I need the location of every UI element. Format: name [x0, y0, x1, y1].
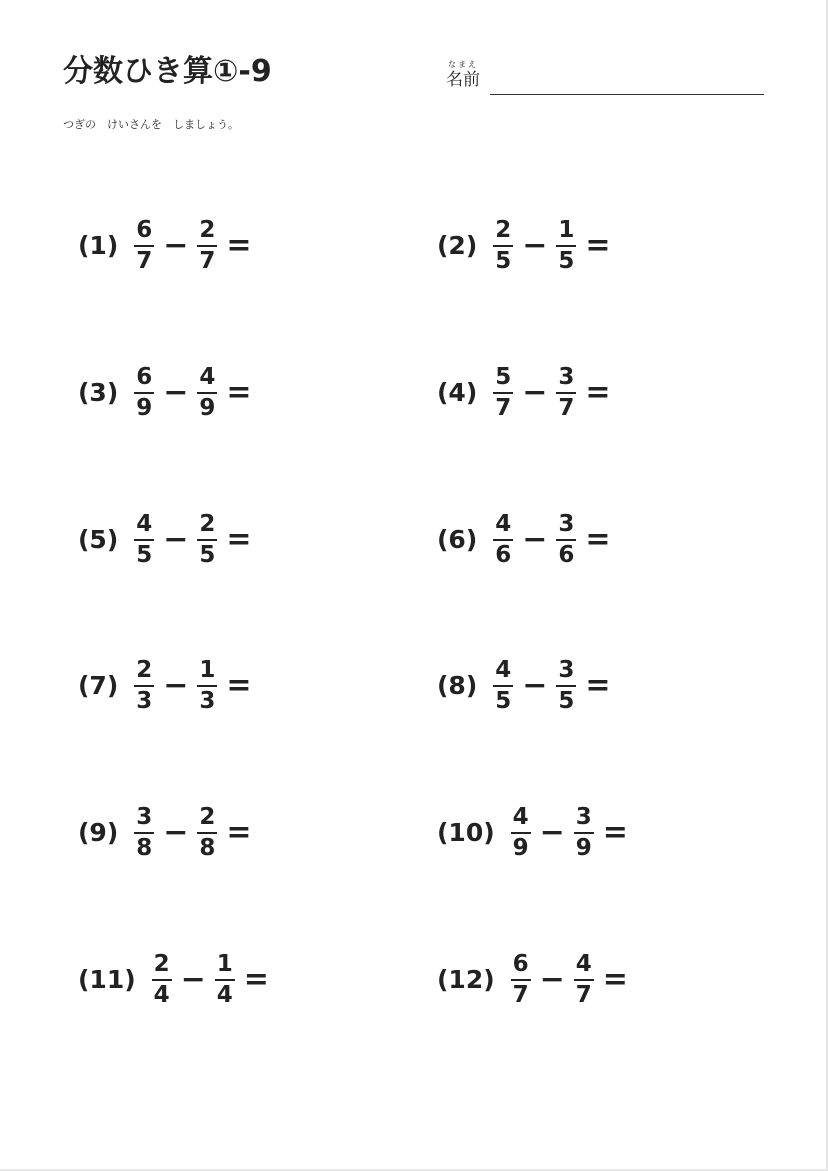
fraction-subtrahend — [556, 511, 576, 568]
fraction-subtrahend — [556, 657, 576, 714]
problem-number: (10) — [437, 817, 495, 847]
fraction-bar — [197, 392, 217, 394]
denominator: 7 — [136, 247, 153, 274]
fraction-bar — [134, 245, 154, 247]
problem-number: (11) — [78, 964, 136, 994]
numerator: 2 — [199, 510, 216, 537]
fraction-bar — [511, 979, 531, 981]
numerator: 2 — [153, 950, 170, 977]
problem-3 — [78, 362, 252, 422]
denominator: 7 — [558, 394, 575, 421]
equals-sign: = — [226, 667, 252, 703]
numerator: 1 — [199, 656, 216, 683]
denominator: 8 — [199, 834, 216, 861]
fraction-bar — [134, 392, 154, 394]
denominator: 5 — [558, 687, 575, 714]
denominator: 3 — [199, 687, 216, 714]
name-field — [444, 60, 764, 100]
equals-sign: = — [585, 374, 611, 410]
fraction-bar — [493, 685, 513, 687]
numerator: 5 — [495, 363, 512, 390]
numerator: 3 — [575, 803, 592, 830]
fraction-bar — [493, 539, 513, 541]
problem-7 — [78, 655, 252, 715]
fraction-minuend — [134, 364, 154, 421]
fraction-bar — [556, 539, 576, 541]
problem-number: (2) — [437, 230, 478, 260]
problem-number: (9) — [78, 817, 119, 847]
minus-sign: − — [163, 227, 189, 263]
problem-number: (12) — [437, 964, 495, 994]
denominator: 5 — [558, 247, 575, 274]
problem-5 — [78, 509, 252, 569]
problem-10 — [437, 802, 628, 862]
fraction-subtrahend — [556, 364, 576, 421]
equals-sign: = — [226, 521, 252, 557]
minus-sign: − — [522, 374, 548, 410]
minus-sign: − — [522, 227, 548, 263]
problem-1 — [78, 215, 252, 275]
fraction-subtrahend — [197, 364, 217, 421]
numerator: 3 — [558, 510, 575, 537]
numerator: 4 — [512, 803, 529, 830]
fraction-bar — [197, 539, 217, 541]
equals-sign: = — [602, 961, 628, 997]
denominator: 9 — [575, 834, 592, 861]
equals-sign: = — [585, 667, 611, 703]
denominator: 7 — [575, 981, 592, 1008]
minus-sign: − — [522, 521, 548, 557]
minus-sign: − — [163, 814, 189, 850]
worksheet-title: 分数ひき算①-9 — [63, 54, 272, 89]
fraction-subtrahend — [556, 217, 576, 274]
numerator: 3 — [558, 656, 575, 683]
problem-number: (8) — [437, 670, 478, 700]
problem-12 — [437, 949, 628, 1009]
fraction-minuend — [511, 951, 531, 1008]
equals-sign: = — [226, 227, 252, 263]
denominator: 8 — [136, 834, 153, 861]
name-label: 名前 — [446, 70, 480, 90]
numerator: 4 — [575, 950, 592, 977]
fraction-bar — [134, 685, 154, 687]
numerator: 3 — [136, 803, 153, 830]
numerator: 2 — [136, 656, 153, 683]
denominator: 6 — [495, 541, 512, 568]
numerator: 2 — [199, 216, 216, 243]
numerator: 4 — [199, 363, 216, 390]
fraction-minuend — [134, 511, 154, 568]
instruction-text: つぎの けいさんを しましょう。 — [63, 118, 239, 131]
fraction-minuend — [134, 804, 154, 861]
fraction-bar — [574, 979, 594, 981]
minus-sign: − — [522, 667, 548, 703]
denominator: 6 — [558, 541, 575, 568]
fraction-bar — [197, 685, 217, 687]
problem-8 — [437, 655, 611, 715]
numerator: 4 — [495, 510, 512, 537]
problem-11 — [78, 949, 269, 1009]
fraction-bar — [556, 245, 576, 247]
equals-sign: = — [243, 961, 269, 997]
fraction-bar — [134, 539, 154, 541]
problem-number: (1) — [78, 230, 119, 260]
name-write-line[interactable] — [490, 94, 764, 95]
denominator: 9 — [136, 394, 153, 421]
fraction-minuend — [493, 511, 513, 568]
fraction-bar — [574, 832, 594, 834]
fraction-minuend — [511, 804, 531, 861]
name-ruby: なまえ — [448, 60, 478, 69]
denominator: 9 — [199, 394, 216, 421]
fraction-bar — [511, 832, 531, 834]
equals-sign: = — [585, 227, 611, 263]
fraction-minuend — [134, 657, 154, 714]
problem-number: (3) — [78, 377, 119, 407]
fraction-bar — [215, 979, 235, 981]
problem-number: (4) — [437, 377, 478, 407]
fraction-bar — [197, 832, 217, 834]
problem-number: (6) — [437, 524, 478, 554]
fraction-subtrahend — [197, 804, 217, 861]
minus-sign: − — [539, 961, 565, 997]
numerator: 2 — [495, 216, 512, 243]
numerator: 2 — [199, 803, 216, 830]
numerator: 3 — [558, 363, 575, 390]
denominator: 9 — [512, 834, 529, 861]
minus-sign: − — [180, 961, 206, 997]
numerator: 1 — [558, 216, 575, 243]
minus-sign: − — [163, 374, 189, 410]
fraction-bar — [152, 979, 172, 981]
problem-number: (5) — [78, 524, 119, 554]
fraction-minuend — [493, 657, 513, 714]
minus-sign: − — [163, 667, 189, 703]
denominator: 5 — [199, 541, 216, 568]
equals-sign: = — [602, 814, 628, 850]
fraction-bar — [197, 245, 217, 247]
numerator: 1 — [216, 950, 233, 977]
fraction-subtrahend — [197, 511, 217, 568]
denominator: 7 — [495, 394, 512, 421]
fraction-minuend — [134, 217, 154, 274]
problem-6 — [437, 509, 611, 569]
fraction-subtrahend — [215, 951, 235, 1008]
denominator: 5 — [495, 687, 512, 714]
denominator: 7 — [199, 247, 216, 274]
denominator: 4 — [153, 981, 170, 1008]
equals-sign: = — [226, 814, 252, 850]
numerator: 4 — [136, 510, 153, 537]
minus-sign: − — [539, 814, 565, 850]
fraction-bar — [493, 245, 513, 247]
numerator: 6 — [512, 950, 529, 977]
numerator: 4 — [495, 656, 512, 683]
problem-2 — [437, 215, 611, 275]
problem-4 — [437, 362, 611, 422]
fraction-bar — [134, 832, 154, 834]
problem-number: (7) — [78, 670, 119, 700]
fraction-bar — [556, 392, 576, 394]
denominator: 3 — [136, 687, 153, 714]
denominator: 7 — [512, 981, 529, 1008]
fraction-minuend — [493, 217, 513, 274]
problem-9 — [78, 802, 252, 862]
denominator: 5 — [495, 247, 512, 274]
equals-sign: = — [585, 521, 611, 557]
fraction-subtrahend — [574, 804, 594, 861]
denominator: 5 — [136, 541, 153, 568]
minus-sign: − — [163, 521, 189, 557]
denominator: 4 — [216, 981, 233, 1008]
numerator: 6 — [136, 216, 153, 243]
fraction-subtrahend — [574, 951, 594, 1008]
numerator: 6 — [136, 363, 153, 390]
fraction-subtrahend — [197, 217, 217, 274]
fraction-minuend — [152, 951, 172, 1008]
fraction-bar — [556, 685, 576, 687]
equals-sign: = — [226, 374, 252, 410]
fraction-subtrahend — [197, 657, 217, 714]
fraction-bar — [493, 392, 513, 394]
fraction-minuend — [493, 364, 513, 421]
